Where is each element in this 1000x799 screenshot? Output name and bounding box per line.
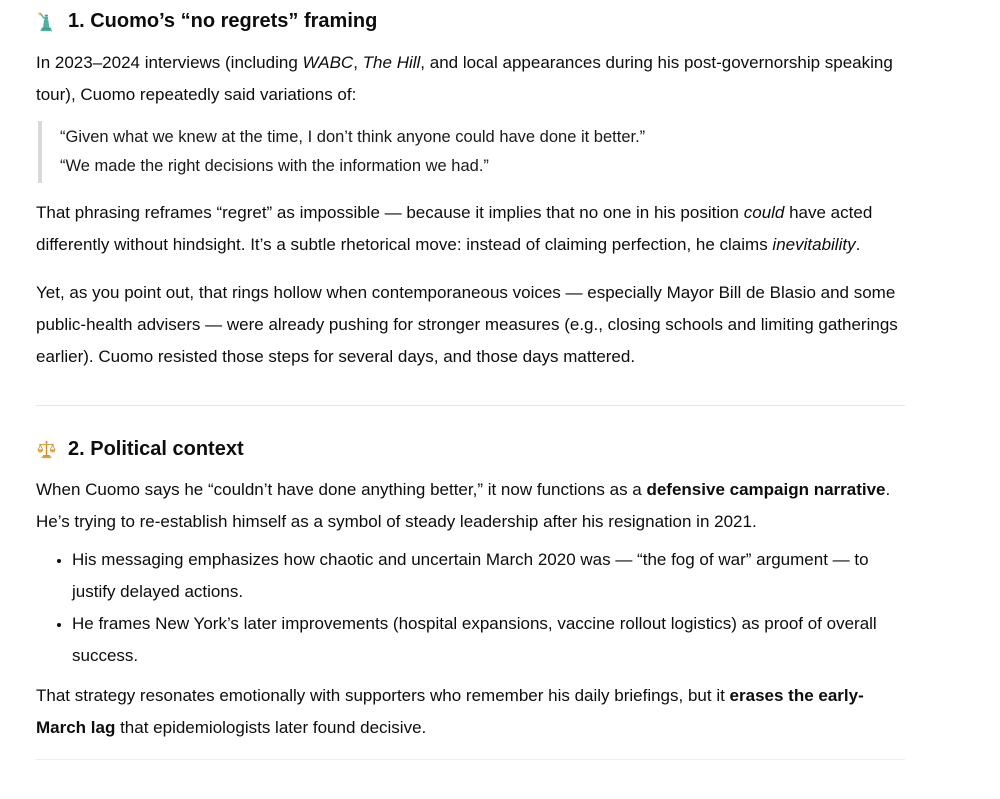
text-run-bold: defensive campaign narrative <box>646 480 886 499</box>
text-run: have acted differently without hindsight. It’s a subtle rhetorical move: instead of claiming perfection, he claims <box>36 203 873 254</box>
statue-of-liberty-icon <box>36 11 57 32</box>
section1-paragraph-2 <box>36 197 905 261</box>
text-run: that epidemiologists later found decisive. <box>115 718 427 737</box>
text-run-bold: erases the early-March lag <box>36 686 864 737</box>
bullet-list <box>36 544 905 672</box>
text-run: . He’s trying to re-establish himself as a symbol of steady leadership after his resignation in 2021. <box>36 480 891 531</box>
section1-heading <box>36 8 905 34</box>
quote-line-2: “We made the right decisions with the information we had.” <box>60 157 489 175</box>
text-run-italic: The Hill <box>362 53 421 72</box>
section2-paragraph-1 <box>36 474 905 538</box>
section1-paragraph-1 <box>36 47 905 111</box>
text-run-italic: WABC <box>302 53 354 72</box>
section-divider <box>36 405 905 406</box>
text-run: That phrasing reframes “regret” as impossible — because it implies that no one in his position <box>36 203 744 222</box>
bullet-item: • His messaging emphasizes how chaotic and uncertain March 2020 was — “the fog of war” argument — to justify delayed actions. <box>72 544 905 608</box>
section2-paragraph-2 <box>36 680 905 744</box>
text-run: . <box>855 235 861 254</box>
section2-heading <box>36 436 905 462</box>
section1-heading-text: 1. Cuomo’s “no regrets” framing <box>68 10 378 32</box>
bullet-item: • He frames New York’s later improvements (hospital expansions, vaccine rollout logistics) as proof of overall success. <box>72 608 905 672</box>
text-run: , and local appearances during his post-governorship speaking tour), Cuomo repeatedly said variations of: <box>36 53 893 104</box>
text-run: , <box>353 53 363 72</box>
text-run-italic: inevitability <box>772 235 856 254</box>
text-run: In 2023–2024 interviews (including <box>36 53 303 72</box>
balance-scale-icon <box>36 439 57 460</box>
text-run: When Cuomo says he “couldn’t have done anything better,” it now functions as a <box>36 480 647 499</box>
section1-paragraph-3: Yet, as you point out, that rings hollow when contemporaneous voices — especially Mayor Bill de Blasio and some public-health advisers — were already pushing for stronger measures (e.g., closing schools and limiting gatherings earlier). Cuomo resisted those steps for several days, and those days mattered. <box>36 283 898 366</box>
text-run-italic: could <box>743 203 785 222</box>
quote-block <box>38 121 905 183</box>
section2-heading-text: 2. Political context <box>68 438 244 460</box>
quote-line-1: “Given what we knew at the time, I don’t think anyone could have done it better.” <box>60 128 646 146</box>
text-run: That strategy resonates emotionally with supporters who remember his daily briefings, but it <box>36 686 730 705</box>
bottom-divider <box>36 759 905 760</box>
